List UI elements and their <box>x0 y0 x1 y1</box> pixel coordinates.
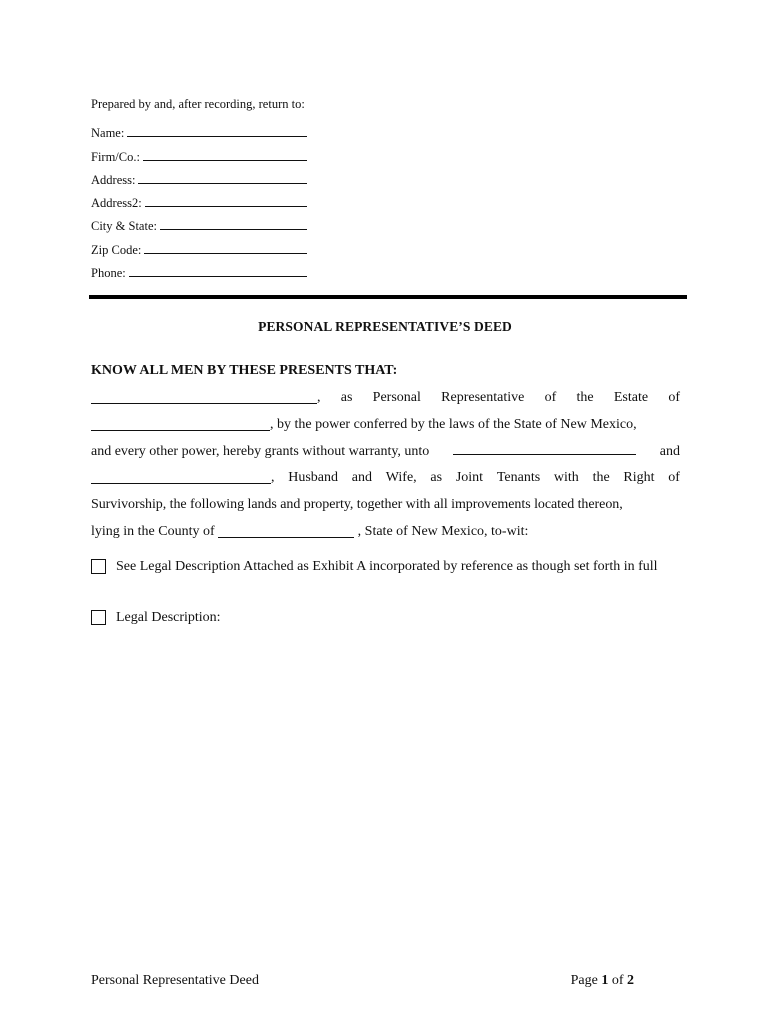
name-label: Name: <box>91 126 125 141</box>
grantee-2-blank[interactable] <box>91 468 271 484</box>
word: as <box>430 470 443 486</box>
word: the <box>576 390 594 405</box>
preamble-heading: KNOW ALL MEN BY THESE PRESENTS THAT: <box>91 363 398 378</box>
phone-field[interactable] <box>91 258 307 281</box>
body-line-1 <box>91 385 680 412</box>
body-text: and every other power, hereby grants without warranty, unto <box>91 443 430 459</box>
grantor-name-group <box>91 385 321 412</box>
of-word: of <box>611 973 624 988</box>
name-field[interactable] <box>91 118 307 141</box>
zip-code-field[interactable] <box>91 234 307 257</box>
word: of <box>668 390 680 405</box>
word: and <box>351 470 372 486</box>
page-current: 1 <box>601 973 609 988</box>
word: Estate <box>613 390 649 405</box>
address2-blank[interactable] <box>145 205 307 207</box>
body-text: , State of New Mexico, to-wit: <box>357 523 529 539</box>
legal-description-label: Legal Description: <box>116 610 221 625</box>
body-line-4 <box>91 465 680 492</box>
return-intro: Prepared by and, after recording, return to: <box>91 97 305 111</box>
legal-description-option <box>91 609 221 626</box>
city-state-label: City & State: <box>91 219 157 234</box>
footer-page-number <box>571 973 634 989</box>
exhibit-option-label: See Legal Description Attached as Exhibit A incorporated by reference as though set forth in full <box>116 559 658 574</box>
body-line-5 <box>91 492 680 519</box>
word: and <box>659 443 680 459</box>
address-field[interactable] <box>91 165 307 188</box>
footer-document-name: Personal Representative Deed <box>91 973 259 988</box>
comma: , <box>271 470 275 486</box>
firm-blank[interactable] <box>143 159 307 161</box>
word: Personal <box>372 390 421 405</box>
word: Right <box>623 470 655 486</box>
word: Joint <box>455 470 484 486</box>
body-line-6 <box>91 519 680 546</box>
body-text: , by the power conferred by the laws of the State of New Mexico, <box>270 416 637 432</box>
word: with <box>553 470 579 486</box>
comma: , <box>317 390 321 405</box>
exhibit-checkbox[interactable] <box>91 559 106 574</box>
city-state-blank[interactable] <box>160 228 307 230</box>
firm-label: Firm/Co.: <box>91 149 140 164</box>
firm-field[interactable] <box>91 141 307 164</box>
exhibit-option <box>91 558 680 575</box>
word: the <box>592 470 610 486</box>
return-address-block <box>91 97 307 281</box>
word: of <box>668 470 680 486</box>
body-text: Survivorship, the following lands and property, together with all improvements located thereon, <box>91 497 623 513</box>
deed-body <box>91 385 680 546</box>
city-state-field[interactable] <box>91 211 307 234</box>
word: Tenants <box>496 470 541 486</box>
legal-description-checkbox[interactable] <box>91 610 106 625</box>
word: Wife, <box>385 470 417 486</box>
zip-code-label: Zip Code: <box>91 242 142 257</box>
name-blank[interactable] <box>127 135 307 137</box>
phone-blank[interactable] <box>129 275 307 277</box>
word: of <box>544 390 557 405</box>
body-line-2 <box>91 412 680 439</box>
header-divider <box>89 295 687 299</box>
grantor-name-blank[interactable] <box>91 388 317 404</box>
body-line-3 <box>91 439 680 466</box>
estate-name-blank[interactable] <box>91 415 270 431</box>
page-word: Page <box>570 973 598 988</box>
page-total: 2 <box>627 973 634 988</box>
address2-label: Address2: <box>91 196 142 211</box>
body-text: lying in the County of <box>91 523 215 539</box>
address-label: Address: <box>91 172 136 187</box>
word: Husband <box>288 470 339 486</box>
zip-code-blank[interactable] <box>144 252 307 254</box>
address-blank[interactable] <box>138 182 307 184</box>
legal-description-row <box>91 609 221 626</box>
word: as <box>340 390 353 405</box>
grantee-1-blank[interactable] <box>453 439 636 455</box>
address2-field[interactable] <box>91 188 307 211</box>
grantee-2-group <box>91 465 275 492</box>
document-title: PERSONAL REPRESENTATIVE’S DEED <box>258 319 512 334</box>
word: Representative <box>441 390 525 405</box>
phone-label: Phone: <box>91 266 126 281</box>
exhibit-option-row <box>91 558 680 575</box>
county-blank[interactable] <box>218 522 354 538</box>
